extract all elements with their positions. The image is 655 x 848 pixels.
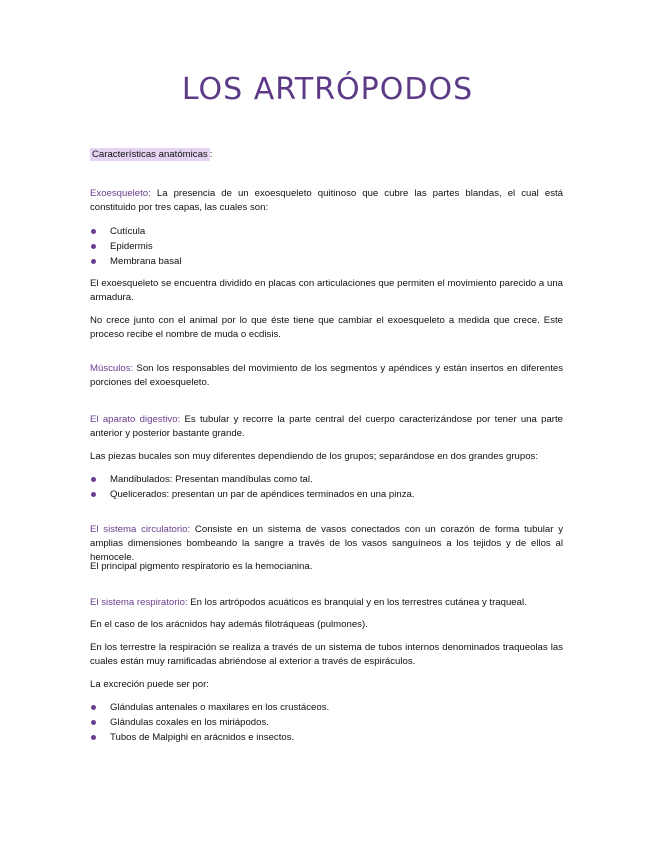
excretion-paragraph: La excreción puede ser por: (90, 679, 209, 690)
exoskeleton-layer-list (90, 224, 563, 269)
digestive-text: Es tubular y recorre la parte central del cuerpo caracterizándose por tener una parte anterior y posterior bastante grande. (90, 414, 563, 439)
bullet-icon (91, 735, 96, 740)
respiratory-paragraph (90, 596, 563, 610)
anatomical-heading-colon: : (209, 149, 213, 160)
muscles-label: Músculos: (90, 363, 134, 374)
mouthparts-paragraph: Las piezas bucales son muy diferentes dependiendo de los grupos; separándose en dos grandes grupos: (90, 451, 539, 462)
circulatory-label: El sistema circulatorio: (90, 524, 191, 535)
bullet-icon (91, 244, 96, 249)
respiratory-label: El sistema respiratorio: (90, 597, 188, 608)
anatomical-heading-label: Características anatómicas (92, 149, 208, 160)
bullet-icon (91, 492, 96, 497)
list-item: Quelicerados: presentan un par de apéndices terminados en una pinza. (90, 487, 563, 502)
anatomical-heading (90, 148, 563, 162)
circulatory-paragraph (90, 523, 563, 565)
arachnid-lungs-paragraph: En el caso de los arácnidos hay además filotráqueas (pulmones). (90, 619, 368, 630)
list-item: Membrana basal (90, 254, 563, 269)
bullet-icon (91, 720, 96, 725)
list-item: Tubos de Malpighi en arácnidos e insectos. (90, 730, 563, 745)
list-item: Cutícula (90, 224, 563, 239)
exoskeleton-label: Exoesqueleto: (90, 188, 151, 199)
respiratory-text: En los artrópodos acuáticos es branquial y en los terrestres cutánea y traqueal. (187, 597, 527, 608)
list-item: Glándulas antenales o maxilares en los crustáceos. (90, 700, 563, 715)
tracheae-paragraph: En los terrestre la respiración se realiza a través de un sistema de tubos internos denominados traqueolas las cuales están muy ramificadas abriéndose al exterior a través de espiráculos. (90, 642, 563, 667)
pigment-paragraph: El principal pigmento respiratorio es la hemocianina. (90, 561, 313, 572)
list-item: Glándulas coxales en los miriápodos. (90, 715, 563, 730)
exoskeleton-molt-paragraph: No crece junto con el animal por lo que éste tiene que cambiar el exoesqueleto a medida que crece. Este proceso recibe el nombre de muda o ecdisis. (90, 315, 563, 340)
circulatory-text: Consiste en un sistema de vasos conectados con un corazón de forma tubular y amplias dimensiones bombeando la sangre a través de los vasos sanguíneos a los tejidos y de ellos al hemocele. (90, 524, 564, 563)
bullet-icon (91, 229, 96, 234)
exoskeleton-paragraph (90, 187, 563, 215)
bullet-icon (91, 259, 96, 264)
bullet-icon (91, 477, 96, 482)
list-item: Epidermis (90, 239, 563, 254)
page-title: LOS ARTRÓPODOS (181, 72, 474, 107)
excretion-list (90, 700, 563, 745)
muscles-paragraph (90, 362, 563, 390)
exoskeleton-text: La presencia de un exoesqueleto quitinoso que cubre las partes blandas, el cual está constituido por tres capas, las cuales son: (90, 188, 563, 213)
mouthparts-list (90, 472, 563, 502)
digestive-paragraph (90, 413, 563, 441)
digestive-label: El aparato digestivo: (90, 414, 181, 425)
bullet-icon (91, 705, 96, 710)
exoskeleton-plates-paragraph: El exoesqueleto se encuentra dividido en placas con articulaciones que permiten el movimiento parecido a una armadura. (90, 278, 563, 303)
list-item: Mandibulados: Presentan mandíbulas como tal. (90, 472, 563, 487)
muscles-text: Son los responsables del movimiento de los segmentos y apéndices y están insertos en diferentes porciones del exoesqueleto. (90, 363, 563, 388)
